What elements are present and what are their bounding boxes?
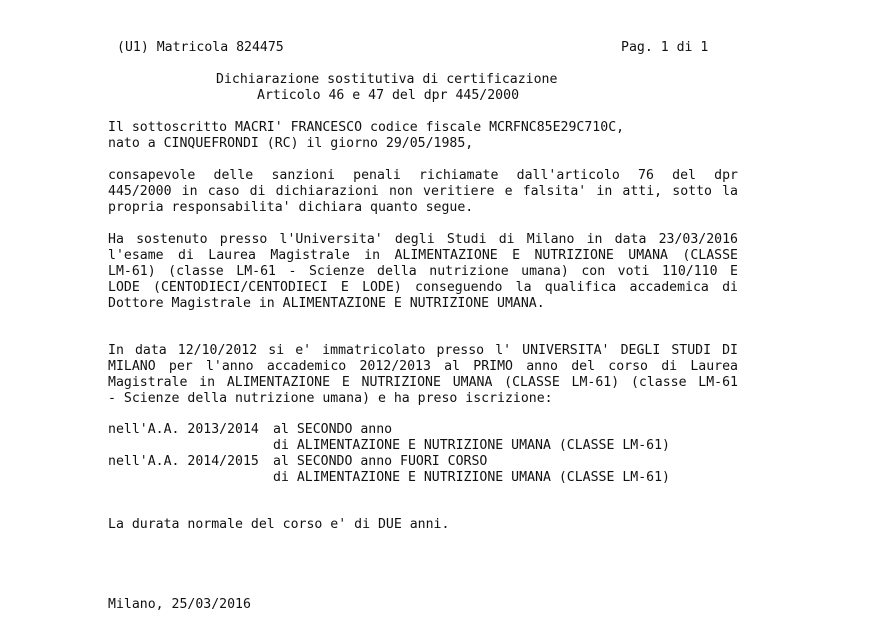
enrollment-line-4: - Scienze della nutrizione umana) e ha preso iscrizione:	[108, 391, 553, 406]
document-title: Dichiarazione sostitutiva di certificazione	[216, 72, 558, 87]
awareness-paragraph	[108, 168, 738, 216]
exam-line-3: LM-61) (classe LM-61 - Scienze della nutrizione umana) con voti 110/110 E	[108, 264, 738, 279]
page-number: Pag. 1 di 1	[621, 40, 709, 55]
declarant-line-2: nato a CINQUEFRONDI (RC) il giorno 29/05/1985,	[108, 136, 474, 151]
exam-line-1: Ha sostenuto presso l'Universita' degli Studi di Milano in data 23/03/2016	[108, 232, 738, 247]
exam-line-5: Dottore Magistrale in ALIMENTAZIONE E NUTRIZIONE UMANA.	[108, 296, 545, 311]
enrollment-paragraph	[108, 343, 738, 407]
enrollment-line-1: In data 12/10/2012 si e' immatricolato presso l' UNIVERSITA' DEGLI STUDI DI	[108, 343, 738, 358]
place-date: Milano, 25/03/2016	[108, 597, 251, 612]
awareness-line-2: 445/2000 in caso di dichiarazioni non veritiere e falsita' in atti, sotto la	[108, 184, 738, 199]
exam-paragraph	[108, 232, 738, 312]
year-course: di ALIMENTAZIONE E NUTRIZIONE UMANA (CLASSE LM-61)	[273, 438, 670, 453]
enrollment-line-3: Magistrale in ALIMENTAZIONE E NUTRIZIONE UMANA (CLASSE LM-61) (classe LM-61	[108, 375, 738, 390]
awareness-line-1: consapevole delle sanzioni penali richiamate dall'articolo 76 del dpr	[108, 168, 738, 183]
exam-line-2: l'esame di Laurea Magistrale in ALIMENTAZIONE E NUTRIZIONE UMANA (CLASSE	[108, 248, 738, 263]
year-label: nell'A.A. 2013/2014	[108, 422, 259, 437]
document-subtitle: Articolo 46 e 47 del dpr 445/2000	[257, 88, 520, 103]
year-label: nell'A.A. 2014/2015	[108, 454, 259, 469]
course-duration: La durata normale del corso e' di DUE anni.	[108, 517, 450, 532]
declarant-line-1: Il sottoscritto MACRI' FRANCESCO codice fiscale MCRFNC85E29C710C,	[108, 120, 625, 135]
exam-line-4: LODE (CENTODIECI/CENTODIECI E LODE) conseguendo la qualifica accademica di	[108, 280, 738, 295]
year-status: al SECONDO anno	[273, 422, 393, 437]
year-status: al SECONDO anno FUORI CORSO	[273, 454, 488, 469]
enrollment-line-2: MILANO per l'anno accademico 2012/2013 al PRIMO anno del corso di Laurea	[108, 359, 738, 374]
matricola-header: (U1) Matricola 824475	[117, 40, 284, 55]
awareness-line-3: propria responsabilita' dichiara quanto segue.	[108, 200, 474, 215]
year-course: di ALIMENTAZIONE E NUTRIZIONE UMANA (CLASSE LM-61)	[273, 470, 670, 485]
